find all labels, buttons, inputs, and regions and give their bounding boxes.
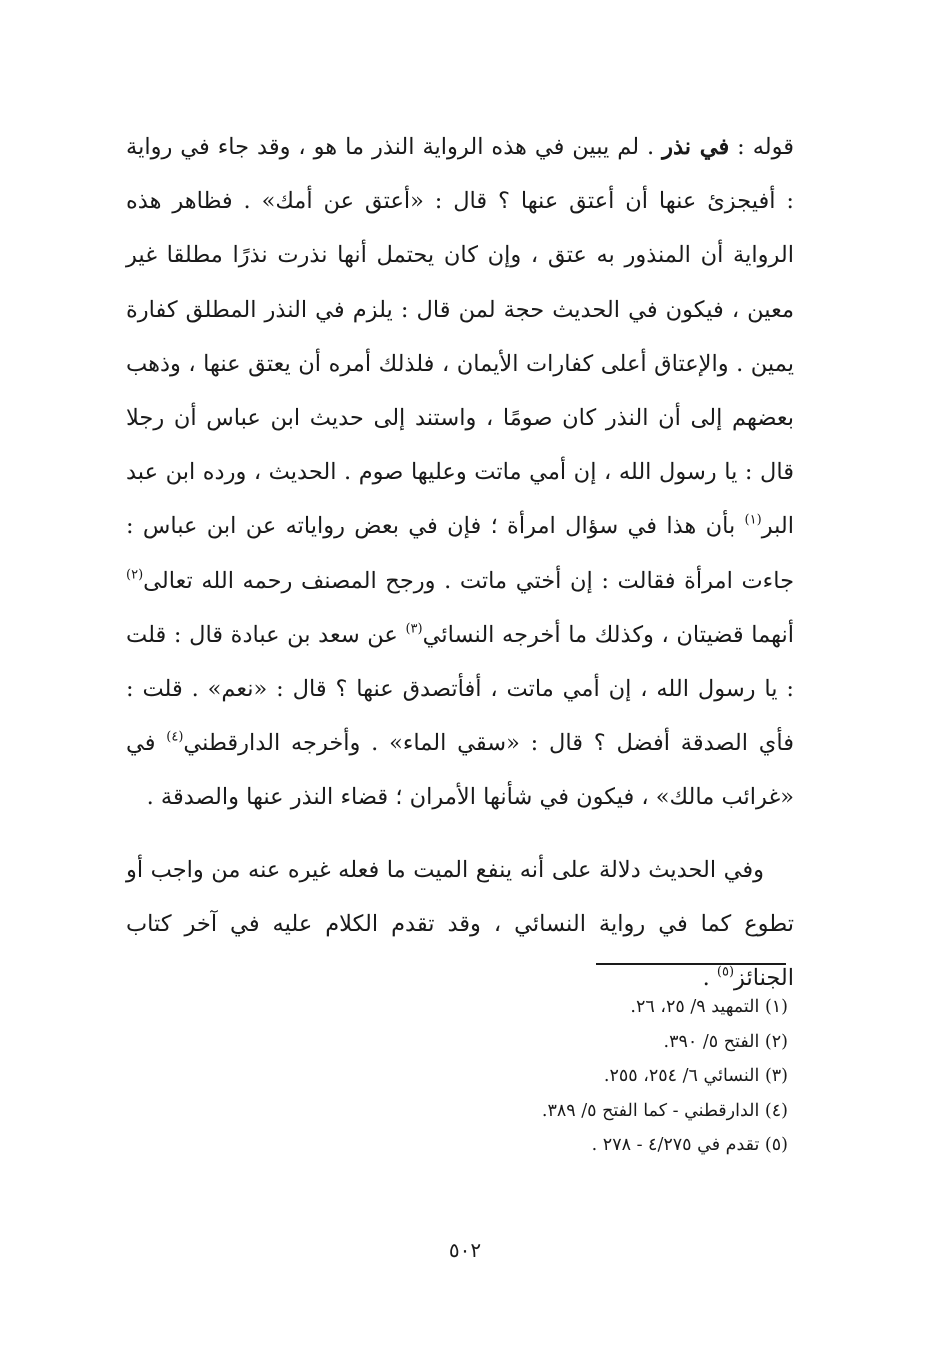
footnote-3: (٣) النسائي ٦/ ٢٥٤، ٢٥٥.: [603, 1066, 788, 1086]
footnote-2: (٢) الفتح ٥/ ٣٩٠.: [663, 1031, 788, 1052]
footnote-ref-2: (٢): [126, 566, 144, 582]
text-run: في «غرائب مالك» ، فيكون في شأنها الأمران ؛ قضاء النذر عنها والصدقة .: [126, 730, 794, 811]
footnote-ref-1: (١): [744, 512, 762, 528]
text-run: . لم يبين في هذه الرواية النذر ما هو ، وقد جاء في رواية : أفيجزئ عنها أن أعتق عنها ؟ قال : «أعتق عن أمك» . فظاهر هذه الرواية أن المنذور به عتق ، وإن كان يحتمل أنها نذرت نذرًا مطلقا غير معين ، فيكون في الحديث حجة لمن قال : يلزم في النذر المطلق كفارة يمين . والإعتاق أعلى كفارات الأيمان ، فلذلك أمره أن يعتق عنها ، وذهب بعضهم إلى أن النذر كان صومًا ، واستند إلى حديث ابن عباس أن رجلا قال : يا رسول الله ، إن أمي ماتت وعليها صوم . الحديث ، ورده ابن عبد البر: [126, 134, 794, 540]
footnote-ref-4: (٤): [166, 729, 184, 745]
footnotes: [300, 990, 788, 1163]
paragraph-1: [126, 120, 794, 825]
footnote-divider: [596, 963, 786, 965]
footnote-1: (١) التمهيد ٩/ ٢٥، ٢٦.: [630, 997, 788, 1017]
text-run: بأن هذا في سؤال امرأة ؛ فإن في بعض رواياته عن ابن عباس : جاءت امرأة فقالت : إن أختي ماتت . ورجح المصنف رحمه الله تعالى: [126, 513, 794, 594]
text-run: أنهما قضيتان ، وكذلك ما أخرجه النسائي: [422, 621, 794, 648]
footnote-ref-3: (٣): [405, 621, 423, 637]
text-run: .: [702, 965, 717, 992]
text-run: عن سعد بن عبادة قال : قلت : يا رسول الله ، إن أمي ماتت ، أفأتصدق عنها ؟ قال : «نعم» . قلت : فأي الصدقة أفضل ؟ قال : «سقي الماء» . وأخرجه الدارقطني: [126, 621, 794, 757]
page-number: ٥٠٢: [448, 1238, 482, 1262]
paragraph-2: [126, 843, 794, 1006]
footnote-5: (٥) تقدم في ٤/٢٧٥ - ٢٧٨ .: [591, 1135, 788, 1155]
main-text: [126, 120, 794, 1005]
footnote-4: (٤) الدارقطني - كما الفتح ٥/ ٣٨٩.: [541, 1100, 788, 1121]
text-run: قوله :: [729, 134, 795, 160]
bold-term: في نذر: [662, 134, 730, 160]
text-run: وفي الحديث دلالة على أنه ينفع الميت ما فعله غيره عنه من واجب أو تطوع كما في رواية النسائي ، وقد تقدم الكلام عليه في آخر كتاب الجنائز: [126, 856, 794, 992]
footnote-ref-5: (٥): [716, 964, 735, 980]
